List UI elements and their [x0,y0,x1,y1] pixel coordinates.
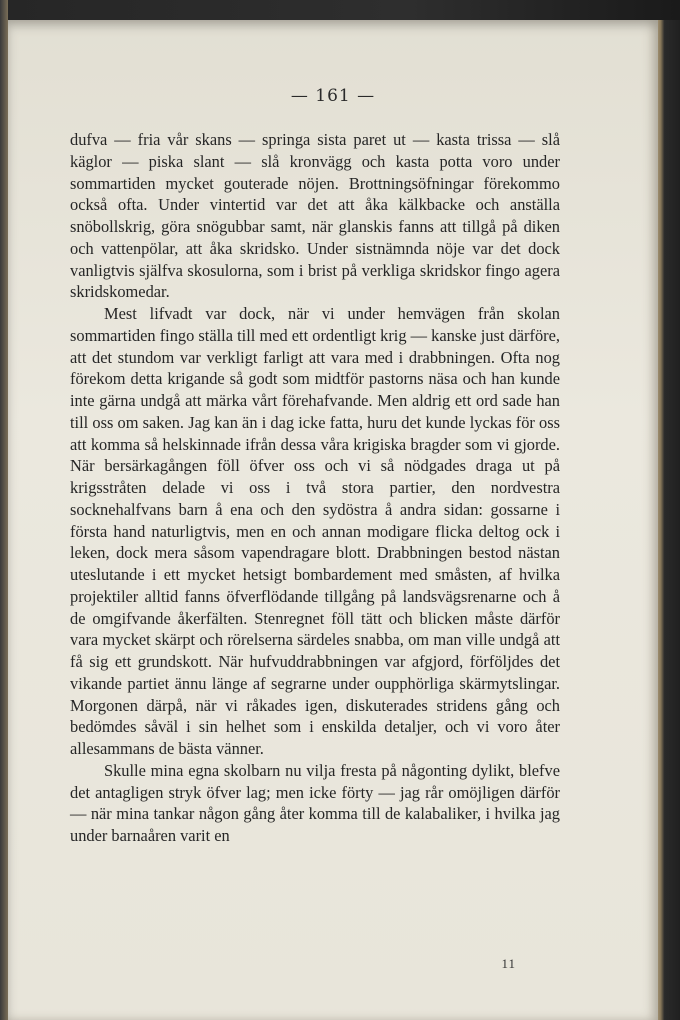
facing-page-edge [0,0,8,1020]
signature-mark: 11 [501,956,516,971]
body-text [70,129,560,847]
book-page [8,20,658,1020]
paragraph-3: Skulle mina egna skolbarn nu vilja fresta på någonting dylikt, blefve det antagligen stryk öfver lag; men icke förty — jag rår omöjligen därför — när mina tankar någon gång åter komma till de kalabaliker, i hvilka jag under barnaåren varit en [70,760,560,845]
paragraph-2: Mest lifvadt var dock, när vi under hemvägen från skolan sommartiden fingo ställa till med ett ordentligt krig — kanske just därföre, att det stundom var verkligt farligt att vara med i drabbningen. Ofta nog förekom detta krigande så godt som midtför pastorns näsa och han kunde inte gärna undgå att märka vårt förehafvande. Men aldrig ett ord sade han till oss om saken. Jag kan än i dag icke fatta, huru det kunde lyckas för oss att komma så helskinnade ifrån dessa våra krigiska bragder som vi gjorde. När bersärkagången föll öfver oss och vi så nödgades draga ut på krigsstråten delade vi oss i två stora partier, den nordvestra socknehalfvans barn å ena och den sydöstra å andra sidan: gossarne i första hand naturligtvis, men en och annan modigare flicka deltog ock i leken, dock mera såsom vapendragare blott. Drabbningen bestod nästan uteslutande i ett mycket hetsigt bombardement med småsten, af hvilka projektiler alltid fanns öfverflödande tillgång på landsvägsrenarne och å de omgifvande åkerfälten. Stenregnet föll tätt och blicken måste därför vara mycket skärpt och rörelserna särdeles snabba, om man ville undgå att få sig ett grundskott. När hufvuddrabbningen var afgjord, förföljdes det vikande partiet ännu länge af segrarne under oupphörliga skärmytslingar. Morgonen därpå, när vi råkades igen, diskuterades stridens gång och bedömdes såväl i sin helhet som i enskilda detaljer, och vi voro åter allesammans de bästa vänner. [70,304,560,758]
paragraph-1: dufva — fria vår skans — springa sista paret ut — kasta trissa — slå käglor — piska slant — slå kronvägg och kasta potta voro under sommartiden mycket gouterade nöjen. Brottningsöfningar förekommo också ofta. Under vintertid var det att åka kälkbacke och anställa snöbollskrig, göra snögubbar samt, när glanskis fanns att tillgå på diken och vattenpölar, att åka skridsko. Under sistnämnda nöje var det dock vanligtvis själfva skosulorna, som i brist på verkliga skridskor fingo agera skridskomedar. [70,130,560,302]
page-number: — 161 — [290,86,376,106]
